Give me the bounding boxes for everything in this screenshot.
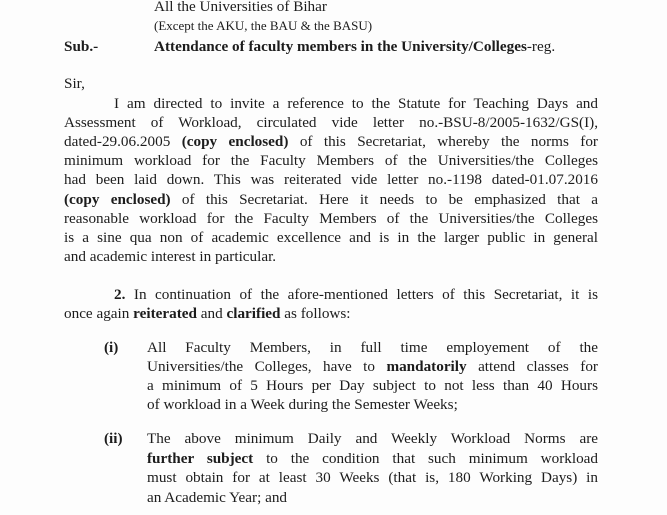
item-ii-marker: (ii) (104, 430, 123, 447)
para1-line: Assessment of Workload, circulated vide letter no.-BSU-8/2005-1632/GS(I), (64, 114, 598, 131)
copy-enclosed-bold: (copy enclosed) (64, 191, 171, 208)
item-i-text: Universities/the Colleges, have to (147, 358, 387, 375)
item-ii-line: The above minimum Daily and Weekly Workload Norms are (147, 430, 598, 447)
para1-line (64, 133, 598, 151)
para1-line: and academic interest in particular. (64, 248, 277, 265)
para2-line (114, 286, 598, 304)
para1-line: is a sine qua non of academic excellence and is in the larger public in general (64, 229, 598, 246)
item-i-line: All Faculty Members, in full time employement of the (147, 339, 598, 356)
mandatorily-bold: mandatorily (386, 358, 467, 375)
subject-label: Sub.- (64, 38, 99, 55)
item-i-line: of workload in a Week during the Semester Weeks; (147, 396, 458, 413)
para1-text: of this Secretariat. Here it needs to be emphasized that a (170, 191, 598, 208)
copy-enclosed-bold: (copy enclosed) (181, 133, 289, 150)
para1-line: I am directed to invite a reference to the Statute for Teaching Days and (114, 95, 598, 112)
para2-text: and (196, 305, 227, 322)
para1-line: had been laid down. This was reiterated vide letter no.-1198 dated-01.07.2016 (64, 171, 598, 188)
address-line-1: All the Universities of Bihar (154, 0, 327, 15)
para1-line: minimum workload for the Faculty Members of the Universities/the Colleges (64, 152, 598, 169)
para2-text: In continuation of the afore-mentioned letters of this Secretariat, it is (125, 286, 598, 303)
reiterated-bold: reiterated (133, 305, 197, 322)
clarified-bold: clarified (226, 305, 281, 322)
item-ii-line: an Academic Year; and (147, 489, 288, 506)
subject-title: Attendance of faculty members in the University/Colleges (154, 38, 527, 55)
para2-text: once again (64, 305, 134, 322)
item-ii-line: must obtain for at least 30 Weeks (that is, 180 Working Days) in (147, 469, 598, 486)
item-i-marker: (i) (104, 339, 119, 356)
para1-text: of this Secretariat, whereby the norms for (288, 133, 598, 150)
para1-text: dated-29.06.2005 (64, 133, 182, 150)
item-ii-text: to the condition that such minimum workload (253, 450, 598, 467)
para2-number: 2. (114, 286, 126, 303)
para2-line (64, 305, 351, 323)
item-i-text: attend classes for (466, 358, 598, 375)
item-ii-line (147, 450, 598, 468)
para1-line: reasonable workload for the Faculty Members of the Universities/the Colleges (64, 210, 598, 227)
further-subject-bold: further subject (147, 450, 254, 467)
subject-suffix: -reg. (526, 38, 556, 55)
salutation: Sir, (64, 75, 85, 92)
address-line-2: (Except the AKU, the BAU & the BASU) (154, 18, 373, 33)
para1-line (64, 191, 598, 209)
item-i-line: a minimum of 5 Hours per Day subject to not less than 40 Hours (147, 377, 598, 394)
item-i-line (147, 358, 598, 376)
para2-text: as follows: (280, 305, 351, 322)
subject-line (154, 38, 555, 56)
